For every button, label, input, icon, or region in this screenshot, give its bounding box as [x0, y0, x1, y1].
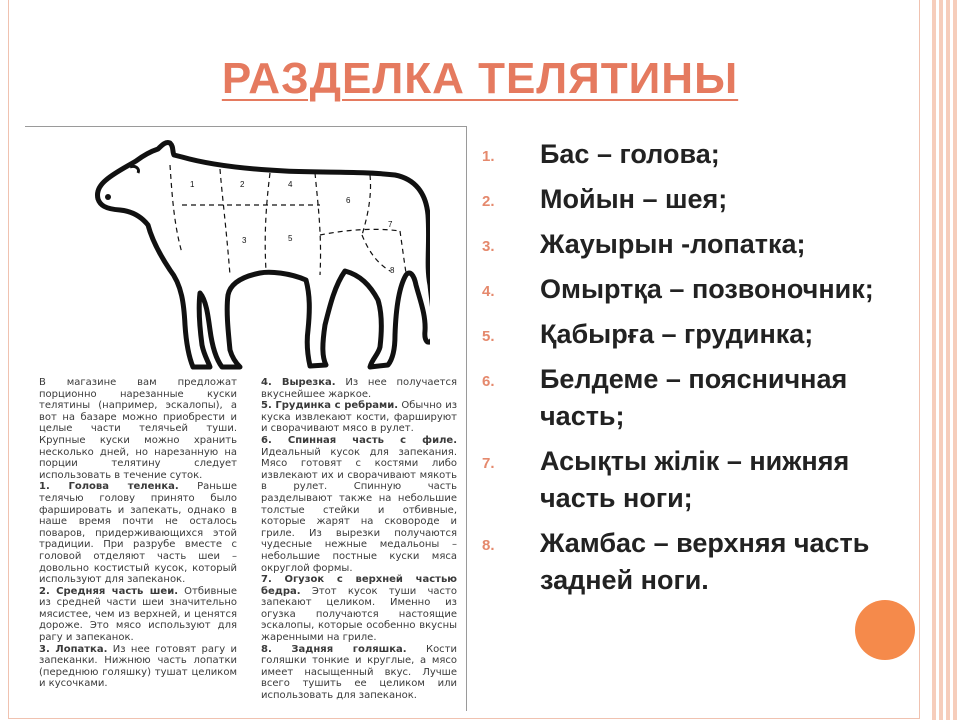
section-1-text: Раньше телячью голову принято было фаршировать и запекать, однако в наше время почти не осталось поваров, придерживающихся этой традиции. При разрубе вместе с головой отделяют часть шеи – довольно костистый кусок, который используют для запеканок.	[39, 481, 237, 586]
section-7-text: Этот кусок туши часто запекают целиком. Именно из огузка получаются настоящие эскалопы, которые особенно вкусны жаренными на гриле.	[261, 585, 457, 644]
section-7-heading: 7. Огузок с верхней частью бедра.	[261, 574, 457, 597]
decorative-circle	[855, 600, 915, 660]
illustration-panel	[25, 126, 467, 711]
section-5-text: Обычно из куска извлекают кости, фаршируют и сворачивают мясо в рулет.	[261, 400, 458, 435]
cut-label-3: 3	[242, 236, 247, 245]
list-item	[478, 525, 918, 599]
list-number: 1.	[482, 148, 495, 165]
list-number: 7.	[482, 455, 495, 472]
list-item	[478, 136, 918, 173]
cut-label-2: 2	[240, 180, 245, 189]
cut-label-5: 5	[288, 234, 293, 243]
list-text: Белдеме – поясничная часть;	[540, 364, 848, 431]
list-text: Жамбас – верхняя часть задней ноги.	[540, 528, 870, 595]
cut-label-4: 4	[288, 180, 293, 189]
section-3-text: Из нее готовят рагу и запеканки. Нижнюю часть лопатки (переднюю голяшку) тушат целиком и кусочками.	[39, 643, 238, 690]
list-text: Омыртқа – позвоночник;	[540, 274, 874, 304]
list-number: 3.	[482, 238, 495, 255]
list-text: Жауырын -лопатка;	[540, 229, 806, 259]
description-column-right	[261, 377, 457, 702]
section-6-text: Идеальный кусок для запекания. Мясо готовят с костями либо извлекают их и сворачивают мякоть в рулет. Спинную часть разделывают также на небольшие толстые стейки и отбивные, которые жарят на сковороде и гриле. Из вырезки получаются чудесные нежные медальоны – небольшие постные куски мяса округлой формы.	[261, 446, 457, 574]
section-6-heading: 6. Спинная часть с филе.	[261, 434, 457, 446]
list-number: 6.	[482, 373, 495, 390]
list-item	[478, 361, 918, 435]
cut-label-1: 1	[190, 180, 195, 189]
section-2-text: Отбивные из средней части шеи значительно мясистее, чем из верхней, и ценятся дороже. Это мясо используют для рагу и запеканок.	[39, 585, 237, 644]
list-item	[478, 271, 918, 308]
section-4-text: Из нее получается вкуснейшее жаркое.	[261, 377, 457, 400]
list-number: 2.	[482, 193, 495, 210]
description-column-left	[39, 377, 237, 690]
section-5-heading: 5. Грудинка с ребрами.	[261, 400, 399, 412]
list-item	[478, 226, 918, 263]
slide-title: РАЗДЕЛКА ТЕЛЯТИНЫ	[221, 54, 739, 103]
list-item	[478, 181, 918, 218]
cut-numbers	[190, 180, 395, 275]
cut-label-8: 8	[390, 266, 395, 275]
cut-label-6: 6	[346, 196, 351, 205]
list-item	[478, 316, 918, 353]
cuts-list	[478, 136, 918, 607]
calf-outline	[97, 142, 430, 367]
intro-paragraph: В магазине вам предложат порционно нарезанные куски телятины (например, эскалопы), а вот на базаре можно приобрести и целые части телячьей туши. Крупные куски можно хранить несколько дней, но нарезанную на порции телятину следует использовать в течение суток.	[39, 377, 237, 481]
list-text: Мойын – шея;	[540, 184, 728, 214]
list-text: Бас – голова;	[540, 139, 720, 169]
list-number: 4.	[482, 283, 495, 300]
list-number: 8.	[482, 537, 495, 554]
decorative-stripes	[932, 0, 960, 720]
section-2-heading: 2. Средняя часть шеи.	[39, 585, 179, 597]
list-text: Асықты жілік – нижняя часть ноги;	[540, 446, 850, 513]
list-number: 5.	[482, 328, 495, 345]
section-1-heading: 1. Голова теленка.	[39, 481, 179, 493]
section-8-heading: 8. Задняя голяшка.	[261, 643, 407, 655]
calf-cuts-diagram	[70, 135, 430, 371]
section-8-text: Кости голяшки тонкие и круглые, а мясо имеет насыщенный вкус. Лучше всего тушить ее целиком или использовать для запеканок.	[261, 643, 458, 702]
list-item	[478, 443, 918, 517]
section-3-heading: 3. Лопатка.	[39, 643, 108, 655]
section-4-heading: 4. Вырезка.	[261, 377, 336, 388]
list-text: Қабырға – грудинка;	[540, 319, 814, 349]
cut-label-7: 7	[388, 220, 393, 229]
